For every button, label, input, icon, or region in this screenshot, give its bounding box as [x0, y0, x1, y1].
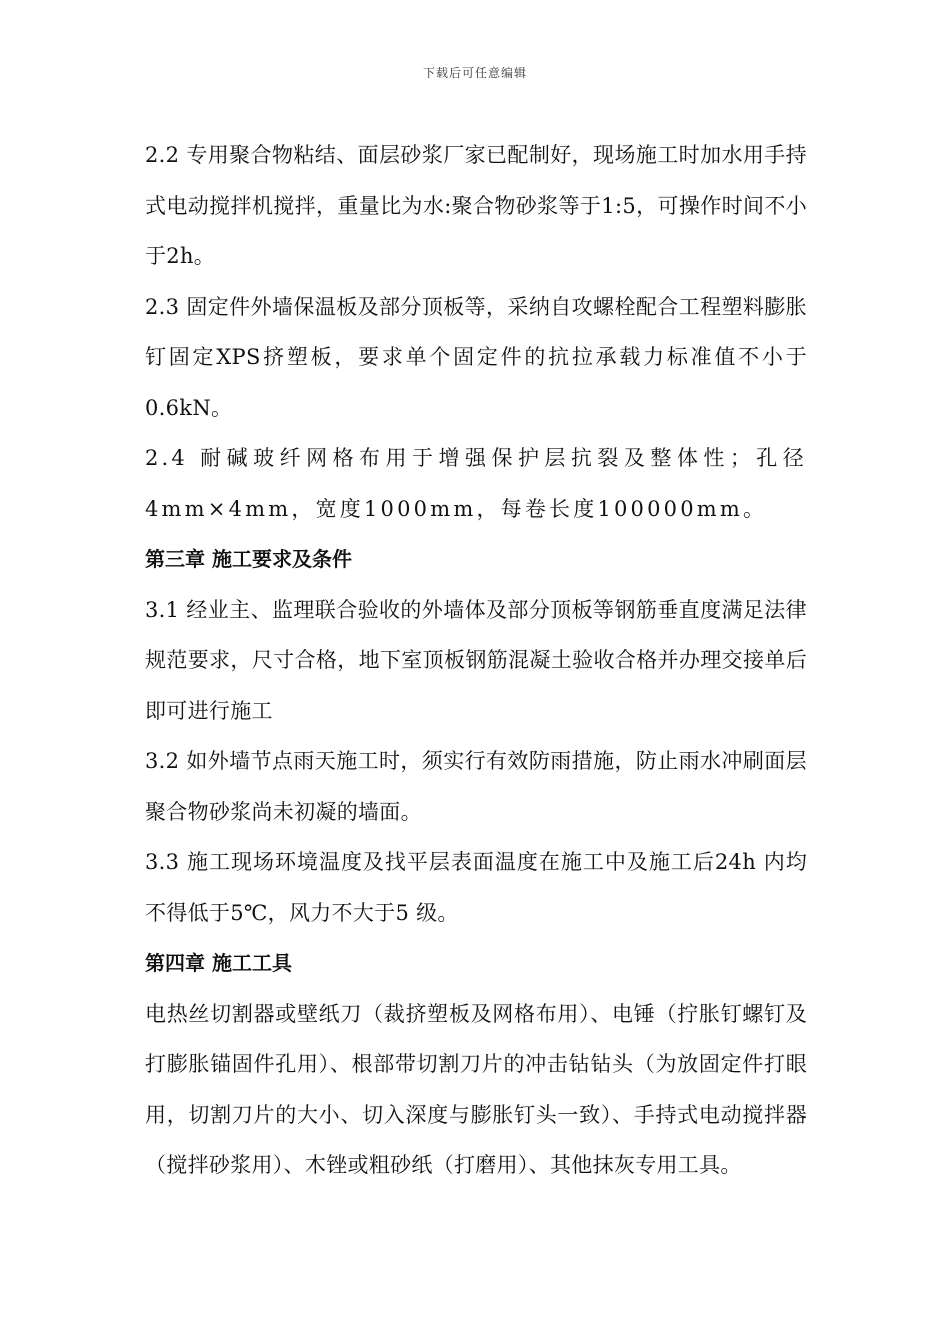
paragraph-2-2: 2.2 专用聚合物粘结、面层砂浆厂家已配制好，现场施工时加水用手持式电动搅拌机搅拌，重量比为水:聚合物砂浆等于1:5，可操作时间不小于2h。 [145, 143, 807, 268]
chapter-4-heading: 第四章 施工工具 [145, 951, 292, 975]
paragraph-2-4: 2.4 耐碱玻纤网格布用于增强保护层抗裂及整体性；孔径4mm×4mm，宽度1000mm，每卷长度100000mm。 [145, 446, 807, 521]
paragraph-3-1: 3.1 经业主、监理联合验收的外墙体及部分顶板等钢筋垂直度满足法律规范要求，尺寸合格，地下室顶板钢筋混凝土验收合格并办理交接单后即可进行施工 [145, 597, 807, 723]
document-body [145, 130, 807, 1191]
paragraph-3-2: 3.2 如外墙节点雨天施工时，须实行有效防雨措施，防止雨水冲刷面层聚合物砂浆尚未初凝的墙面。 [145, 749, 807, 824]
paragraph-2-3: 2.3 固定件外墙保温板及部分顶板等，采纳自攻螺栓配合工程塑料膨胀钉固定XPS挤塑板，要求单个固定件的抗拉承载力标准值不小于0.6kN。 [145, 294, 807, 420]
paragraph-3-3: 3.3 施工现场环境温度及找平层表面温度在施工中及施工后24h 内均不得低于5℃，风力不大于5 级。 [145, 850, 807, 925]
paragraph-tools: 电热丝切割器或壁纸刀（裁挤塑板及网格布用）、电锤（拧胀钉螺钉及打膨胀锚固件孔用）、根部带切割刀片的冲击钻钻头（为放固定件打眼用，切割刀片的大小、切入深度与膨胀钉头一致）、手持式电动搅拌器（搅拌砂浆用）、木锉或粗砂纸（打磨用）、其他抹灰专用工具。 [145, 1001, 807, 1177]
page-header: 下载后可任意编辑 [422, 66, 527, 80]
chapter-3-heading: 第三章 施工要求及条件 [145, 547, 352, 571]
